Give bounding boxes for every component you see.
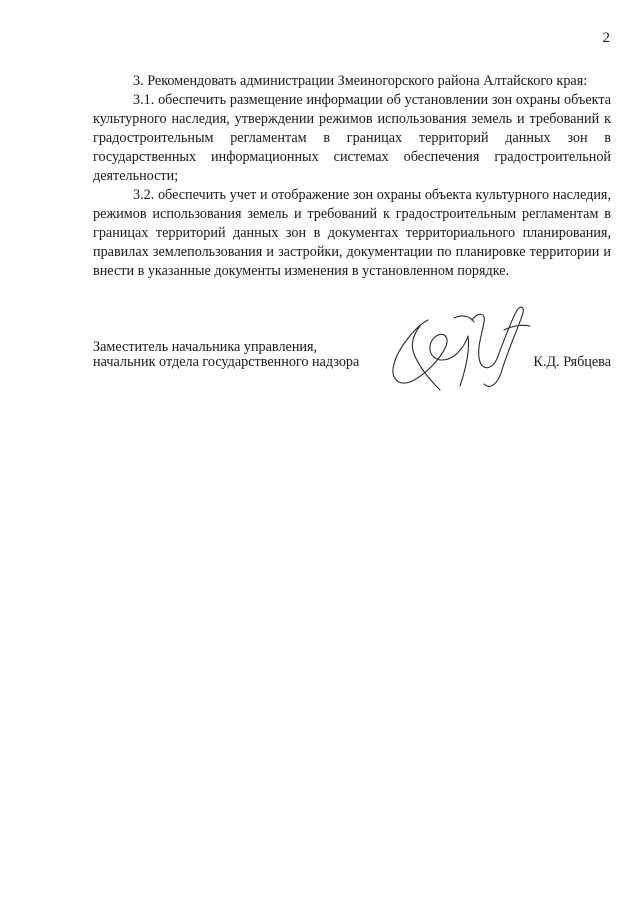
signer-position-line1: Заместитель начальника управления, — [93, 339, 318, 355]
page-number: 2 — [602, 30, 610, 46]
signature-block — [93, 340, 611, 370]
signer-position-line2: начальник отдела государственного надзора — [93, 354, 360, 370]
paragraph-3-1: 3.1. обеспечить размещение информации об установлении зон охраны объекта культурного наследия, утверждении режимов использования земель и требований к градостроительным регламентам в границах территорий данных зон в государственных информационных системах обеспечения градостроительной деятельности; — [93, 92, 611, 184]
paragraph-3-2: 3.2. обеспечить учет и отображение зон охраны объекта культурного наследия, режимов использования земель и требований к градостроительным регламентам в границах территорий данных зон в документах территориального планирования, правилах землепользования и застройки, документации по планировке территории и внести в указанные документы изменения в установленном порядке. — [93, 187, 611, 279]
signer-name: К.Д. Рябцева — [533, 354, 611, 370]
document-body — [93, 72, 611, 281]
paragraph-3: 3. Рекомендовать администрации Змеиногорского района Алтайского края: — [133, 73, 588, 89]
